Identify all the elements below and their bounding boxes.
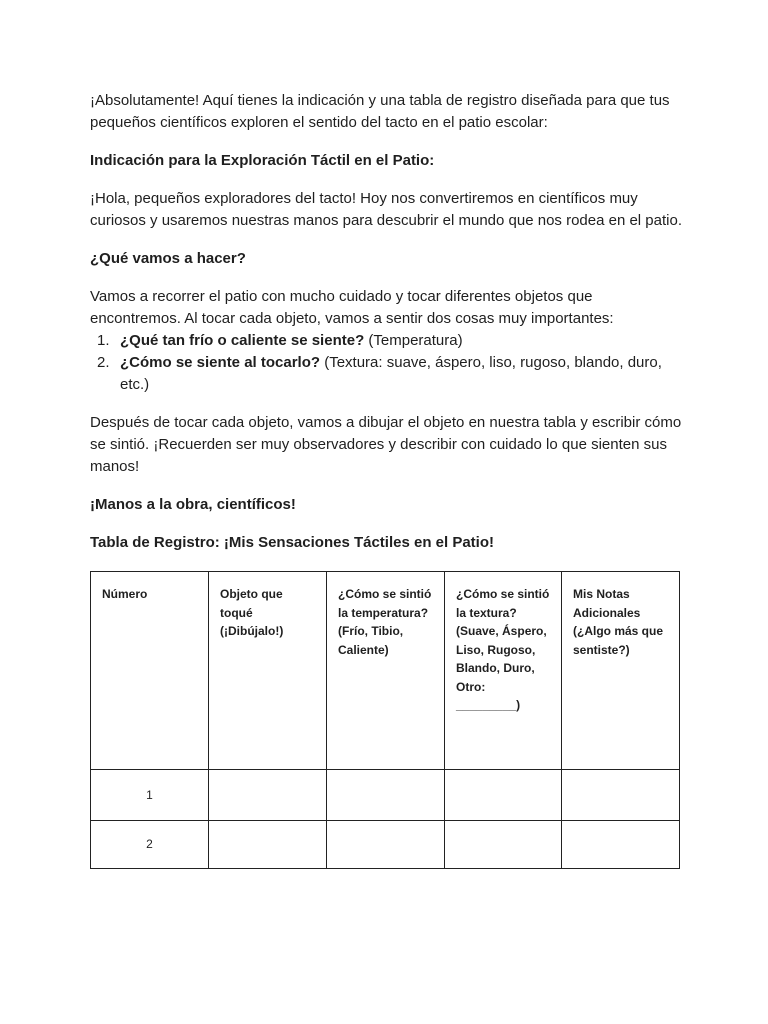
header-numero: Número — [91, 572, 209, 770]
table-cell[interactable] — [209, 821, 327, 869]
intro-paragraph: ¡Absolutamente! Aquí tienes la indicación y una tabla de registro diseñada para que tus pequeños científicos exploren el sentido del tacto en el patio escolar: — [90, 92, 670, 131]
list-item-bold: ¿Qué tan frío o caliente se siente? — [120, 332, 365, 349]
header-textura: ¿Cómo se sintió la textura? (Suave, Áspero, Liso, Rugoso, Blando, Duro, Otro: _________) — [445, 572, 562, 770]
table-cell[interactable] — [327, 821, 445, 869]
table-title: Tabla de Registro: ¡Mis Sensaciones Táctiles en el Patio! — [90, 534, 495, 551]
row-number: 1 — [91, 770, 209, 821]
table-cell[interactable] — [562, 821, 680, 869]
list-number: 1. — [97, 332, 110, 349]
greeting-paragraph: ¡Hola, pequeños exploradores del tacto! Hoy nos convertiremos en científicos muy curiosos y usaremos nuestras manos para descubrir el mundo que nos rodea en el patio. — [90, 190, 682, 229]
header-temperatura: ¿Cómo se sintió la temperatura? (Frío, Tibio, Caliente) — [327, 572, 445, 770]
list-item — [90, 352, 682, 396]
list-item — [90, 330, 682, 352]
steps-list — [90, 330, 682, 396]
header-notas: Mis Notas Adicionales (¿Algo más que sentiste?) — [562, 572, 680, 770]
list-item-rest: (Textura: suave, áspero, liso, rugoso, blando, duro, etc.) — [120, 354, 662, 393]
table-cell[interactable] — [327, 770, 445, 821]
heading-que-vamos-a-hacer: ¿Qué vamos a hacer? — [90, 250, 246, 267]
table-cell[interactable] — [209, 770, 327, 821]
list-number: 2. — [97, 354, 110, 371]
description-paragraph: Vamos a recorrer el patio con mucho cuidado y tocar diferentes objetos que encontremos. Al tocar cada objeto, vamos a sentir dos cosas muy importantes: — [90, 288, 614, 327]
list-item-rest: (Temperatura) — [364, 332, 463, 349]
table-cell[interactable] — [562, 770, 680, 821]
document-page — [90, 90, 682, 869]
row-number: 2 — [91, 821, 209, 869]
cheer-heading: ¡Manos a la obra, científicos! — [90, 496, 296, 513]
table-row — [91, 770, 680, 821]
table-header-row — [91, 572, 680, 770]
table-cell[interactable] — [445, 821, 562, 869]
table-row — [91, 821, 680, 869]
registro-table — [90, 571, 680, 869]
heading-indicacion: Indicación para la Exploración Táctil en el Patio: — [90, 152, 435, 169]
list-item-bold: ¿Cómo se siente al tocarlo? — [120, 354, 321, 371]
after-paragraph: Después de tocar cada objeto, vamos a dibujar el objeto en nuestra tabla y escribir cómo se sintió. ¡Recuerden ser muy observadores y describir con cuidado lo que sienten sus manos! — [90, 414, 682, 475]
table-cell[interactable] — [445, 770, 562, 821]
header-objeto: Objeto que toqué (¡Dibújalo!) — [209, 572, 327, 770]
